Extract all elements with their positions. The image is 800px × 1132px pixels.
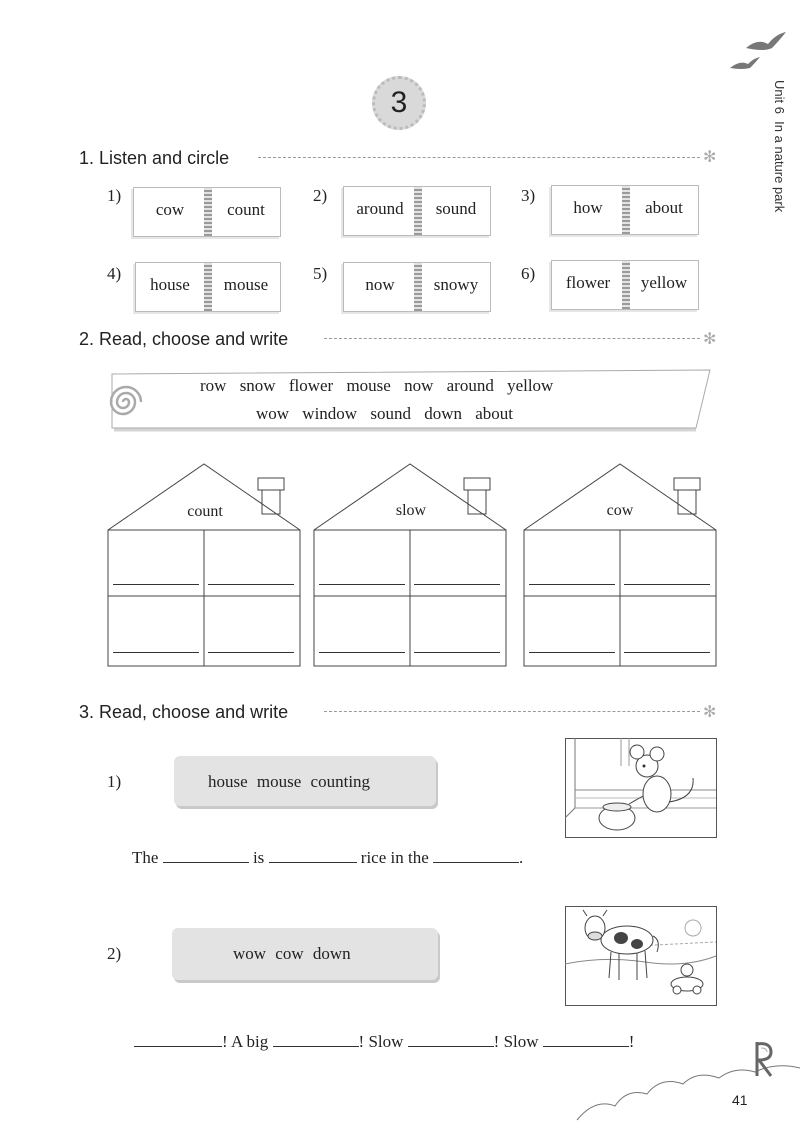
flower-icon: ✻ bbox=[703, 329, 717, 348]
page-number: 41 bbox=[732, 1092, 748, 1108]
item-number: 1) bbox=[107, 186, 122, 205]
section-1-divider bbox=[258, 157, 700, 158]
lesson-number-badge: 3 bbox=[372, 76, 426, 130]
word-option[interactable]: about bbox=[645, 198, 683, 217]
word-option[interactable]: cow bbox=[155, 200, 185, 219]
answer-blank[interactable] bbox=[529, 584, 615, 585]
word-option[interactable]: house bbox=[150, 275, 190, 294]
card-spine bbox=[414, 187, 422, 235]
card-spine bbox=[622, 186, 630, 234]
word-option[interactable]: now bbox=[365, 275, 395, 294]
item-number: 3) bbox=[521, 186, 536, 205]
sentence-text: is bbox=[252, 848, 265, 867]
word-bank-line-2: wow window sound down about bbox=[256, 404, 513, 423]
bird-icon bbox=[728, 30, 788, 72]
answer-blank[interactable] bbox=[433, 848, 519, 863]
answer-blank[interactable] bbox=[113, 652, 199, 653]
sentence-1 bbox=[132, 848, 523, 868]
house-2-label: slow bbox=[395, 502, 427, 519]
sentence-text: ! Slow bbox=[493, 1032, 539, 1051]
sentence-text: ! A big bbox=[222, 1032, 269, 1051]
answer-blank[interactable] bbox=[529, 652, 615, 653]
item-number: 5) bbox=[313, 264, 328, 283]
section-2-divider bbox=[324, 338, 700, 339]
flower-icon: ✻ bbox=[703, 702, 717, 721]
answer-blank[interactable] bbox=[319, 584, 405, 585]
answer-blank[interactable] bbox=[414, 652, 500, 653]
word-option[interactable]: how bbox=[573, 198, 603, 217]
sentence-text: The bbox=[132, 848, 159, 867]
section-3-title: 3. Read, choose and write bbox=[79, 702, 289, 722]
word-box-text: house mouse counting bbox=[208, 772, 371, 791]
answer-blank[interactable] bbox=[624, 652, 710, 653]
word-option[interactable]: around bbox=[356, 199, 404, 218]
answer-blank[interactable] bbox=[319, 652, 405, 653]
answer-blank[interactable] bbox=[269, 848, 357, 863]
word-option[interactable]: flower bbox=[565, 273, 611, 292]
word-option[interactable]: count bbox=[227, 200, 265, 219]
section-3-divider bbox=[324, 711, 700, 712]
word-option[interactable]: yellow bbox=[640, 273, 688, 292]
item-number: 1) bbox=[107, 772, 122, 791]
word-box-text: wow cow down bbox=[233, 944, 351, 963]
house-3-label: cow bbox=[606, 502, 634, 519]
section-2-title: 2. Read, choose and write bbox=[79, 329, 289, 349]
item-number: 2) bbox=[313, 186, 328, 205]
card-spine bbox=[414, 263, 422, 311]
word-option[interactable]: mouse bbox=[223, 275, 269, 294]
house-3-drawing bbox=[522, 460, 718, 670]
word-card bbox=[135, 262, 281, 312]
word-card bbox=[343, 262, 491, 312]
sentence-text: ! bbox=[628, 1032, 635, 1051]
flower-icon: ✻ bbox=[703, 147, 717, 166]
house-1-label: count bbox=[187, 503, 223, 520]
answer-blank[interactable] bbox=[163, 848, 249, 863]
mouse-illustration bbox=[565, 738, 717, 838]
card-spine bbox=[204, 263, 212, 311]
word-card bbox=[343, 186, 491, 236]
item-number: 6) bbox=[521, 264, 536, 283]
section-1-title: 1. Listen and circle bbox=[79, 148, 230, 168]
answer-blank[interactable] bbox=[273, 1032, 359, 1047]
footer-decoration bbox=[575, 1040, 800, 1132]
word-option[interactable]: snowy bbox=[433, 275, 479, 294]
spiral-icon bbox=[106, 382, 146, 422]
word-option[interactable]: sound bbox=[435, 199, 477, 218]
answer-blank[interactable] bbox=[624, 584, 710, 585]
card-spine bbox=[204, 188, 212, 236]
word-bank-line-1: row snow flower mouse now around yellow bbox=[200, 376, 554, 395]
cow-illustration bbox=[565, 906, 717, 1006]
sentence-text: rice in the bbox=[360, 848, 429, 867]
answer-blank[interactable] bbox=[414, 584, 500, 585]
word-card bbox=[133, 187, 281, 237]
sentence-text: . bbox=[519, 848, 524, 867]
answer-blank[interactable] bbox=[408, 1032, 494, 1047]
item-number: 4) bbox=[107, 264, 122, 283]
answer-blank[interactable] bbox=[134, 1032, 222, 1047]
house-2-drawing bbox=[312, 460, 508, 670]
sentence-text: ! Slow bbox=[358, 1032, 404, 1051]
item-number: 2) bbox=[107, 944, 122, 963]
house-1-drawing bbox=[106, 460, 302, 670]
word-card bbox=[551, 185, 699, 235]
answer-blank[interactable] bbox=[208, 584, 294, 585]
word-card bbox=[551, 260, 699, 310]
card-spine bbox=[622, 261, 630, 309]
answer-blank[interactable] bbox=[208, 652, 294, 653]
answer-blank[interactable] bbox=[113, 584, 199, 585]
sentence-2 bbox=[134, 1032, 634, 1052]
unit-label: Unit 6 In a nature park bbox=[772, 80, 787, 213]
